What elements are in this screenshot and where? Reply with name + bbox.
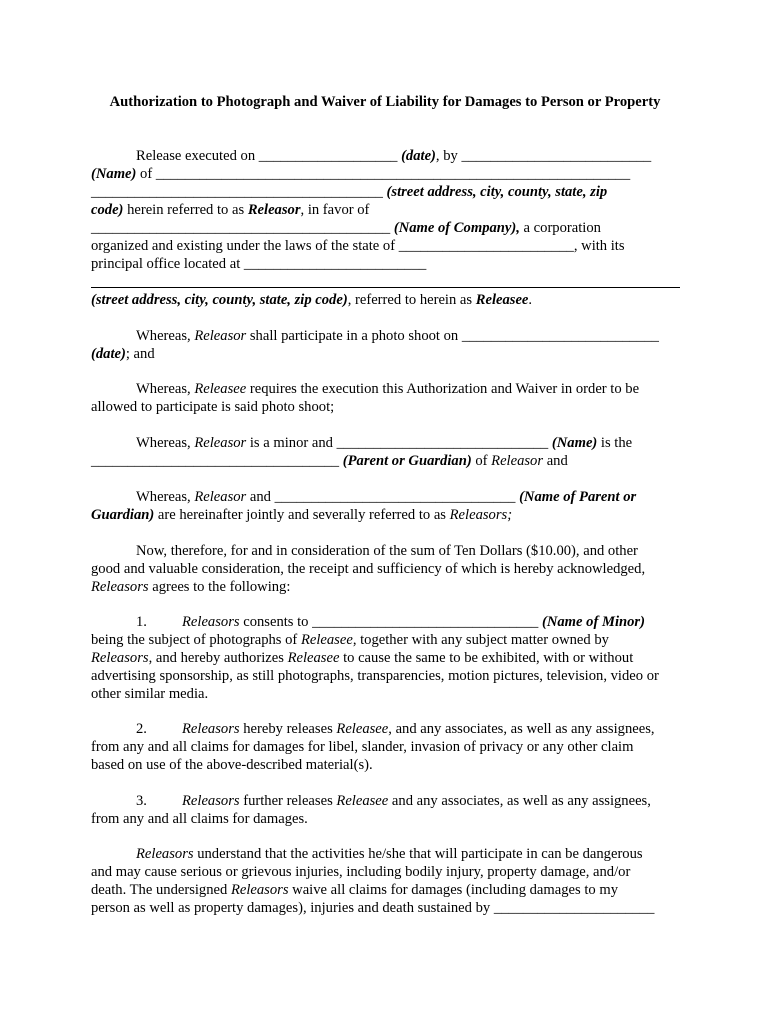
item-2-line-3: based on use of the above-described material(s). [91, 757, 373, 773]
final-line-1: Releasors understand that the activities he/she that will participate in can be dangerous [136, 846, 643, 862]
item-2-number: 2. [136, 721, 147, 737]
whereas-3-line-1: Whereas, Releasor is a minor and _____________________________ (Name) is the [136, 435, 633, 451]
final-line-3: death. The undersigned Releasors waive all claims for damages (including damages to my [91, 882, 618, 898]
item-3-line-1: Releasors further releases Releasee and any associates, as well as any assignees, [182, 793, 651, 809]
blank-address-line [91, 287, 680, 288]
preamble-line-7: principal office located at _________________________ [91, 256, 427, 272]
preamble-line-5: _________________________________________ (Name of Company), a corporation [91, 220, 601, 236]
whereas-1-line-2: (date); and [91, 346, 155, 362]
item-1-line-3: Releasors, and hereby authorizes Releasee to cause the same to be exhibited, with or without [91, 650, 634, 666]
whereas-3-line-2: __________________________________ (Parent or Guardian) of Releasor and [91, 453, 568, 469]
item-2-line-2: from any and all claims for damages for libel, slander, invasion of privacy or any other claim [91, 739, 634, 755]
consideration-line-1: Now, therefore, for and in consideration of the sum of Ten Dollars ($10.00), and other [136, 543, 638, 559]
item-3-number: 3. [136, 793, 147, 809]
whereas-4-line-1: Whereas, Releasor and _________________________________ (Name of Parent or [136, 489, 637, 505]
item-1-line-2: being the subject of photographs of Releasee, together with any subject matter owned by [91, 632, 609, 648]
preamble-line-6: organized and existing under the laws of the state of ________________________, with its [91, 238, 625, 254]
preamble-line-4: code) herein referred to as Releasor, in favor of [91, 202, 370, 218]
item-1-line-5: other similar media. [91, 686, 209, 702]
whereas-2-line-1: Whereas, Releasee requires the execution this Authorization and Waiver in order to be [136, 381, 640, 397]
whereas-4-line-2: Guardian) are hereinafter jointly and severally referred to as Releasors; [91, 507, 513, 523]
item-3-line-2: from any and all claims for damages. [91, 811, 308, 827]
preamble-line-1: Release executed on ___________________ (date), by __________________________ [136, 148, 652, 164]
preamble-line-3: ________________________________________ (street address, city, county, state, zip [91, 184, 608, 200]
final-line-4: person as well as property damages), injuries and death sustained by ______________________ [91, 900, 655, 916]
preamble-line-9: (street address, city, county, state, zip code), referred to herein as Releasee. [91, 292, 533, 308]
item-1-number: 1. [136, 614, 147, 630]
preamble-line-2: (Name) of _________________________________________________________________ [91, 166, 631, 182]
item-1-line-1: Releasors consents to _______________________________ (Name of Minor) [182, 614, 645, 630]
whereas-2-line-2: allowed to participate is said photo shoot; [91, 399, 335, 415]
item-2-line-1: Releasors hereby releases Releasee, and any associates, as well as any assignees, [182, 721, 655, 737]
final-line-2: and may cause serious or grievous injuries, including bodily injury, property damage, and/or [91, 864, 631, 880]
whereas-1-line-1: Whereas, Releasor shall participate in a photo shoot on ___________________________ [136, 328, 659, 344]
consideration-line-2: good and valuable consideration, the receipt and sufficiency of which is hereby acknowledged, [91, 561, 646, 577]
consideration-line-3: Releasors agrees to the following: [91, 579, 291, 595]
item-1-line-4: advertising sponsorship, as still photographs, transparencies, motion pictures, television, video or [91, 668, 659, 684]
document-title: Authorization to Photograph and Waiver of Liability for Damages to Person or Property [109, 94, 661, 110]
